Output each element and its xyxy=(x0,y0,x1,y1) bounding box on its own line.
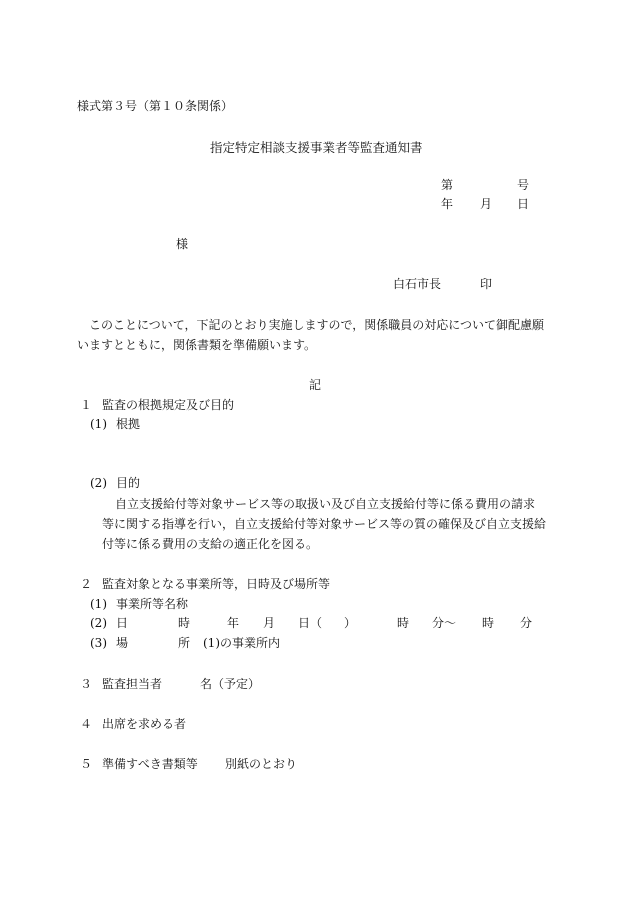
sec3-number: ３ xyxy=(80,677,93,691)
intro-line-1: このことについて，下記のとおり実施しますので，関係職員の対応について御配慮願 xyxy=(89,318,545,332)
sec3-label: 監査担当者 xyxy=(102,677,163,691)
issuer-name: 白石市長 xyxy=(393,277,442,291)
sec4-label: 出席を求める者 xyxy=(102,717,187,731)
date-day: 日 xyxy=(517,197,530,211)
sec2-item2-hour-1: 時 xyxy=(397,616,410,630)
sec5-label: 準備すべき書類等 xyxy=(102,757,198,771)
sec4-number: ４ xyxy=(80,717,93,731)
sec2-item3-number: (3) xyxy=(90,636,107,650)
addressee-suffix: 様 xyxy=(176,237,189,251)
intro-line-2: いますとともに，関係書類を準備願います。 xyxy=(77,338,317,352)
sec5-number: ５ xyxy=(80,757,93,771)
sec1-sub1-label: 根拠 xyxy=(116,417,141,431)
sec2-number: ２ xyxy=(80,577,93,591)
date-month: 月 xyxy=(480,197,493,211)
ki-heading: 記 xyxy=(309,378,322,392)
sec2-item2-year: 年 xyxy=(227,616,240,630)
sec1-sub2-number: (2) xyxy=(90,476,107,490)
sec2-item2-label-1: 日 xyxy=(116,616,129,630)
doc-number-suffix: 号 xyxy=(517,178,530,192)
sec1-purpose-line-1: 自立支援給付等対象サービス等の取扱い及び自立支援給付等に係る費用の請求 xyxy=(115,497,536,511)
sec2-item2-close-paren: ） xyxy=(344,616,357,630)
document-title: 指定特定相談支援事業者等監査通知書 xyxy=(210,140,423,155)
sec1-purpose-line-2: 等に関する指導を行い，自立支援給付等対象サービス等の質の確保及び自立支援給 xyxy=(102,517,547,531)
sec2-item3-label-2: 所 xyxy=(178,636,191,650)
form-label: 様式第３号（第１０条関係） xyxy=(77,99,234,113)
sec5-value: 別紙のとおり xyxy=(225,757,298,771)
sec2-item1-label: 事業所等名称 xyxy=(116,597,189,611)
doc-number-prefix: 第 xyxy=(441,178,454,192)
sec2-item2-label-2: 時 xyxy=(178,616,191,630)
sec3-value: 名（予定） xyxy=(200,677,261,691)
sec1-sub2-label: 目的 xyxy=(116,476,141,490)
date-year: 年 xyxy=(441,197,454,211)
sec2-item3-value: (1)の事業所内 xyxy=(203,636,280,650)
sec1-sub1-number: (1) xyxy=(90,417,107,431)
issuer-seal: 印 xyxy=(480,277,493,291)
sec2-item1-number: (1) xyxy=(90,597,107,611)
sec2-item2-day: 日（ xyxy=(298,616,323,630)
sec1-number: １ xyxy=(80,398,93,412)
sec2-item2-minute-1: 分～ xyxy=(432,616,457,630)
sec2-item2-month: 月 xyxy=(263,616,276,630)
sec1-heading: 監査の根拠規定及び目的 xyxy=(102,398,235,412)
sec2-item2-hour-2: 時 xyxy=(482,616,495,630)
sec1-purpose-line-3: 付等に係る費用の支給の適正化を図る。 xyxy=(102,537,319,551)
sec2-item3-label-1: 場 xyxy=(116,636,129,650)
sec2-item2-number: (2) xyxy=(90,616,107,630)
sec2-heading: 監査対象となる事業所等，日時及び場所等 xyxy=(102,577,331,591)
sec2-item2-minute-2: 分 xyxy=(520,616,533,630)
